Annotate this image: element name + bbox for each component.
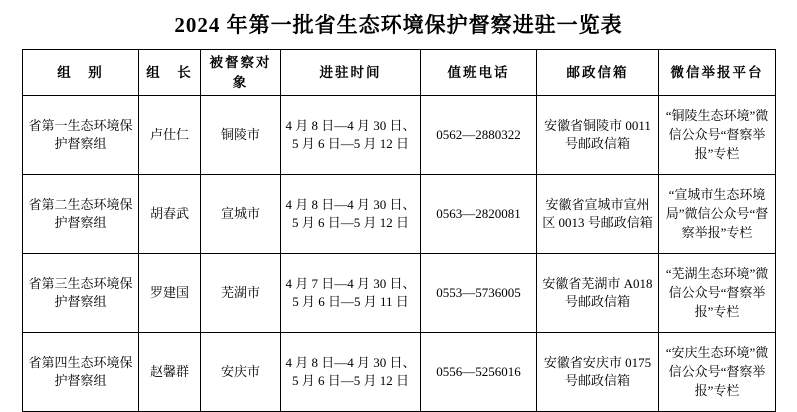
column-header-mail: 邮政信箱 — [537, 50, 659, 96]
cell-time: 4 月 8 日—4 月 30 日、5 月 6 日—5 月 12 日 — [281, 333, 421, 412]
table-container — [0, 49, 797, 412]
column-header-time: 进驻时间 — [281, 50, 421, 96]
cell-group: 省第四生态环境保护督察组 — [23, 333, 139, 412]
cell-group: 省第三生态环境保护督察组 — [23, 254, 139, 333]
cell-group: 省第二生态环境保护督察组 — [23, 175, 139, 254]
page-title: 2024 年第一批省生态环境保护督察进驻一览表 — [174, 13, 623, 37]
cell-target: 铜陵市 — [201, 96, 281, 175]
column-header-wechat: 微信举报平台 — [659, 50, 776, 96]
cell-phone: 0553—5736005 — [421, 254, 537, 333]
column-header-target: 被督察对象 — [201, 50, 281, 96]
table-header-row — [23, 50, 776, 96]
column-header-phone: 值班电话 — [421, 50, 537, 96]
cell-wechat: “宣城市生态环境局”微信公众号“督察举报”专栏 — [659, 175, 776, 254]
table-body — [23, 96, 776, 412]
cell-time: 4 月 7 日—4 月 30 日、5 月 6 日—5 月 11 日 — [281, 254, 421, 333]
table-row — [23, 96, 776, 175]
cell-time: 4 月 8 日—4 月 30 日、5 月 6 日—5 月 12 日 — [281, 175, 421, 254]
cell-target: 安庆市 — [201, 333, 281, 412]
cell-leader: 罗建国 — [139, 254, 201, 333]
cell-wechat: “芜湖生态环境”微信公众号“督察举报”专栏 — [659, 254, 776, 333]
cell-mail: 安徽省铜陵市 0011 号邮政信箱 — [537, 96, 659, 175]
table-row — [23, 175, 776, 254]
cell-phone: 0563—2820081 — [421, 175, 537, 254]
table-row — [23, 333, 776, 412]
cell-target: 芜湖市 — [201, 254, 281, 333]
cell-time: 4 月 8 日—4 月 30 日、5 月 6 日—5 月 12 日 — [281, 96, 421, 175]
cell-leader: 卢仕仁 — [139, 96, 201, 175]
inspection-schedule-table — [22, 49, 776, 412]
cell-mail: 安徽省安庆市 0175 号邮政信箱 — [537, 333, 659, 412]
cell-phone: 0562—2880322 — [421, 96, 537, 175]
table-row — [23, 254, 776, 333]
cell-mail: 安徽省宣城市宣州区 0013 号邮政信箱 — [537, 175, 659, 254]
cell-leader: 赵馨群 — [139, 333, 201, 412]
cell-phone: 0556—5256016 — [421, 333, 537, 412]
cell-wechat: “安庆生态环境”微信公众号“督察举报”专栏 — [659, 333, 776, 412]
table-header — [23, 50, 776, 96]
cell-mail: 安徽省芜湖市 A018 号邮政信箱 — [537, 254, 659, 333]
column-header-leader: 组 长 — [139, 50, 201, 96]
cell-leader: 胡春武 — [139, 175, 201, 254]
column-header-group: 组 别 — [23, 50, 139, 96]
cell-target: 宣城市 — [201, 175, 281, 254]
cell-group: 省第一生态环境保护督察组 — [23, 96, 139, 175]
cell-wechat: “铜陵生态环境”微信公众号“督察举报”专栏 — [659, 96, 776, 175]
